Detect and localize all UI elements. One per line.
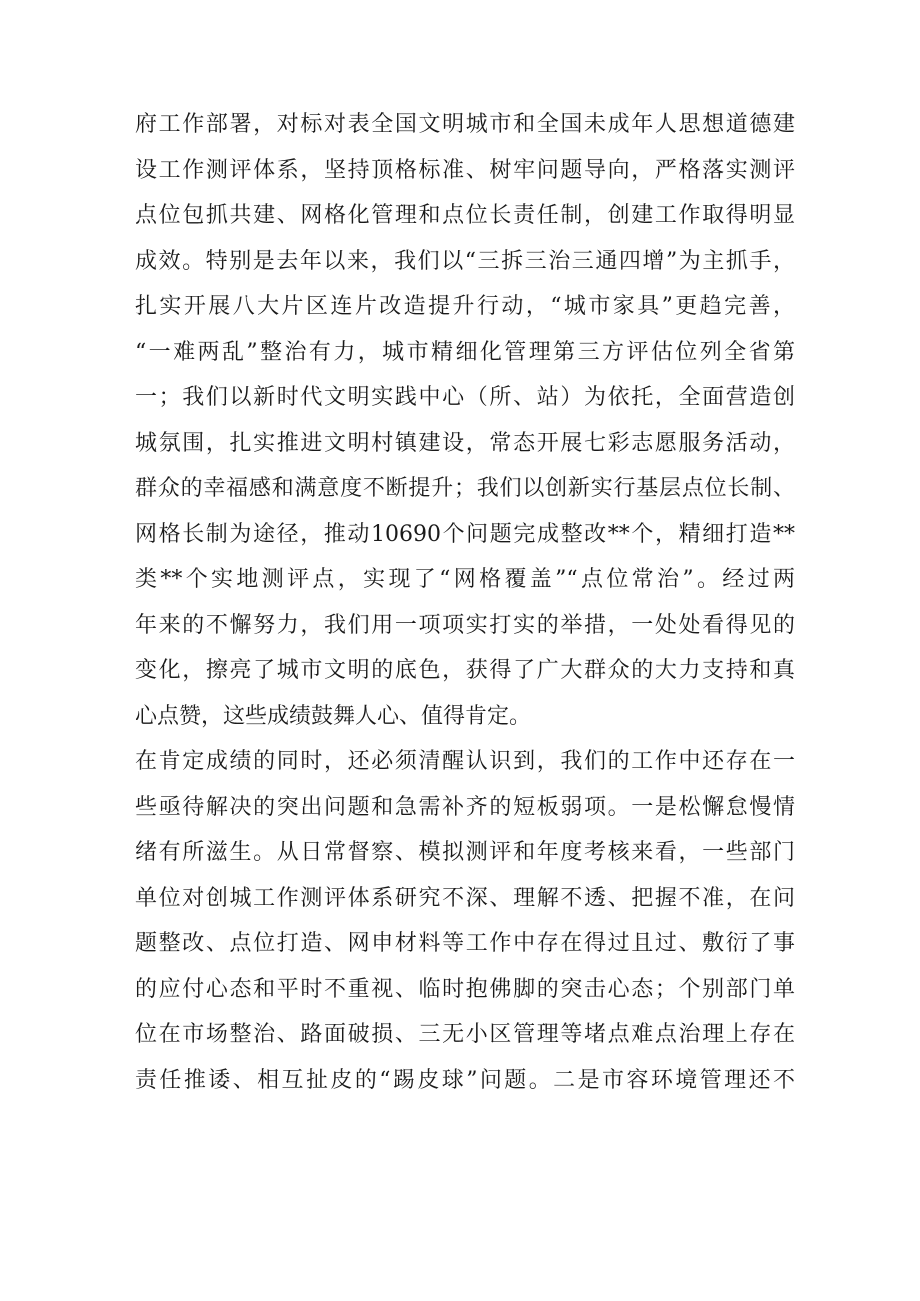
text-line: 府工作部署，对标对表全国文明城市和全国未成年人思想道德建 bbox=[135, 112, 795, 137]
text-line: 设工作测评体系，坚持顶格标准、树牢问题导向，严格落实测评 bbox=[135, 157, 795, 183]
text-line: 些亟待解决的突出问题和急需补齐的短板弱项。一是松懈怠慢情 bbox=[135, 794, 795, 820]
text-line: 题整改、点位打造、网申材料等工作中存在得过且过、敷衍了事 bbox=[135, 931, 795, 956]
text-line: 扎实开展八大片区连片改造提升行动，“城市家具”更趋完善， bbox=[135, 294, 795, 319]
text-line: 心点赞，这些成绩鼓舞人心、值得肯定。 bbox=[135, 703, 532, 729]
text-line: 责任推诿、相互扯皮的“踢皮球”问题。二是市容环境管理还不 bbox=[135, 1067, 795, 1093]
text-line: 年来的不懈努力，我们用一项项实打实的举措，一处处看得见的 bbox=[135, 612, 795, 638]
text-line: 在肯定成绩的同时，还必须清醒认识到，我们的工作中还存在一 bbox=[135, 749, 795, 774]
text-line: 的应付心态和平时不重视、临时抱佛脚的突击心态；个别部门单 bbox=[135, 976, 795, 1002]
document-body bbox=[135, 102, 795, 1103]
text-line: 成效。特别是去年以来，我们以“三拆三治三通四增”为主抓手， bbox=[135, 248, 795, 274]
paragraph-1 bbox=[135, 102, 795, 739]
text-line: 绪有所滋生。从日常督察、模拟测评和年度考核来看，一些部门 bbox=[135, 840, 795, 865]
text-line: 群众的幸福感和满意度不断提升；我们以创新实行基层点位长制、 bbox=[135, 476, 795, 501]
text-line: 点位包抓共建、网格化管理和点位长责任制，创建工作取得明显 bbox=[135, 203, 795, 228]
text-line: 变化，擦亮了城市文明的底色，获得了广大群众的大力支持和真 bbox=[135, 658, 795, 683]
paragraph-2 bbox=[135, 739, 795, 1103]
text-line: 城氛围，扎实推进文明村镇建设，常态开展七彩志愿服务活动， bbox=[135, 430, 795, 456]
text-line: 单位对创城工作测评体系研究不深、理解不透、把握不准，在问 bbox=[135, 885, 795, 911]
text-line: 类**个实地测评点，实现了“网格覆盖”“点位常治”。经过两 bbox=[135, 567, 795, 592]
text-line: 网格长制为途径，推动10690个问题完成整改**个，精细打造** bbox=[135, 521, 795, 547]
text-line: 一；我们以新时代文明实践中心（所、站）为依托，全面营造创 bbox=[135, 385, 795, 410]
text-line: 位在市场整治、路面破损、三无小区管理等堵点难点治理上存在 bbox=[135, 1022, 795, 1047]
text-line: “一难两乱”整治有力，城市精细化管理第三方评估位列全省第 bbox=[135, 339, 795, 365]
